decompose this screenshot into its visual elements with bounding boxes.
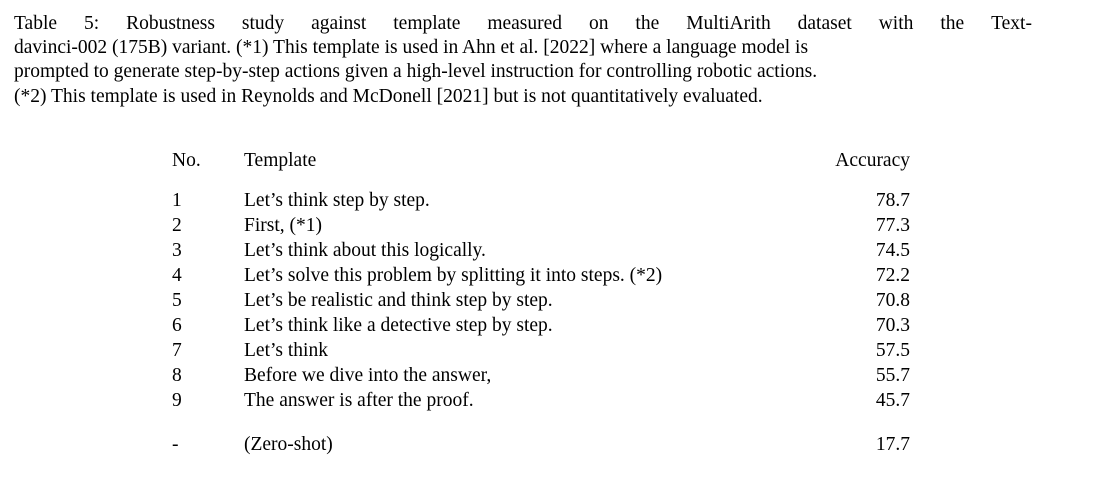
- caption-word: study: [241, 13, 285, 34]
- cell-no: 8: [172, 365, 182, 386]
- cell-accuracy: 74.5: [875, 240, 910, 261]
- cell-no: 3: [172, 240, 182, 261]
- caption-word: Text-: [991, 13, 1032, 34]
- cell-template: Let’s think step by step.: [244, 190, 430, 211]
- caption-word: with: [878, 13, 914, 34]
- caption-word: on: [588, 13, 609, 34]
- cell-accuracy: 17.7: [875, 434, 910, 455]
- caption-line-2: davinci-002 (175B) variant. (*1) This template is used in Ahn et al. [2022] where a language model is: [14, 37, 809, 59]
- cell-template: First, (*1): [244, 215, 322, 236]
- table-data-rows: [172, 179, 910, 422]
- results-table-container: [172, 143, 910, 467]
- cell-template: The answer is after the proof.: [244, 390, 474, 411]
- table-row: [172, 179, 910, 213]
- table-row: [172, 313, 910, 338]
- cell-template: (Zero-shot): [244, 434, 333, 455]
- cell-no: 1: [172, 190, 182, 211]
- cell-no: 4: [172, 265, 182, 286]
- table-row: [172, 263, 910, 288]
- table-row: [172, 238, 910, 263]
- caption-line-3: prompted to generate step-by-step actions given a high-level instruction for controlling robotic actions.: [14, 61, 818, 83]
- cell-accuracy: 55.7: [875, 365, 910, 386]
- caption-word: Table: [14, 13, 58, 34]
- caption-word: measured: [487, 13, 563, 34]
- cell-no: 9: [172, 390, 182, 411]
- caption-word: against: [311, 13, 367, 34]
- cell-template: Let’s think like a detective step by step.: [244, 315, 553, 336]
- cell-template: Let’s be realistic and think step by step.: [244, 290, 553, 311]
- cell-accuracy: 57.5: [875, 340, 910, 361]
- cell-accuracy: 45.7: [875, 390, 910, 411]
- column-header-accuracy: Accuracy: [835, 150, 910, 171]
- caption-word: the: [940, 13, 965, 34]
- caption-word: the: [635, 13, 660, 34]
- caption-line-4: (*2) This template is used in Reynolds and McDonell [2021] but is not quantitatively evaluated.: [14, 85, 763, 107]
- table-header-row: [172, 143, 910, 179]
- cell-no: 5: [172, 290, 182, 311]
- table-row: [172, 422, 910, 467]
- caption-word: Robustness: [126, 13, 215, 34]
- cell-no: 6: [172, 315, 182, 336]
- cell-no: -: [172, 434, 179, 455]
- cell-template: Let’s solve this problem by splitting it into steps. (*2): [244, 265, 663, 286]
- cell-template: Before we dive into the answer,: [244, 365, 492, 386]
- caption-word: dataset: [797, 13, 852, 34]
- table-row: [172, 213, 910, 238]
- cell-template: Let’s think about this logically.: [244, 240, 486, 261]
- caption-line-1: [14, 12, 1032, 36]
- cell-accuracy: 78.7: [875, 190, 910, 211]
- cell-accuracy: 72.2: [875, 265, 910, 286]
- table-row: [172, 363, 910, 388]
- cell-template: Let’s think: [244, 340, 328, 361]
- caption-word: 5:: [83, 13, 100, 34]
- table-row: [172, 288, 910, 313]
- cell-accuracy: 77.3: [875, 215, 910, 236]
- results-table: [172, 143, 910, 467]
- table-row: [172, 388, 910, 422]
- cell-accuracy: 70.8: [875, 290, 910, 311]
- table-summary-rows: [172, 422, 910, 467]
- column-header-template: Template: [244, 150, 317, 171]
- cell-no: 2: [172, 215, 182, 236]
- table-body: [172, 143, 910, 179]
- cell-accuracy: 70.3: [875, 315, 910, 336]
- table-row: [172, 338, 910, 363]
- column-header-no: No.: [172, 150, 201, 171]
- caption-word: MultiArith: [686, 13, 771, 34]
- cell-no: 7: [172, 340, 182, 361]
- caption-word: template: [393, 13, 461, 34]
- table-caption: [14, 12, 1032, 109]
